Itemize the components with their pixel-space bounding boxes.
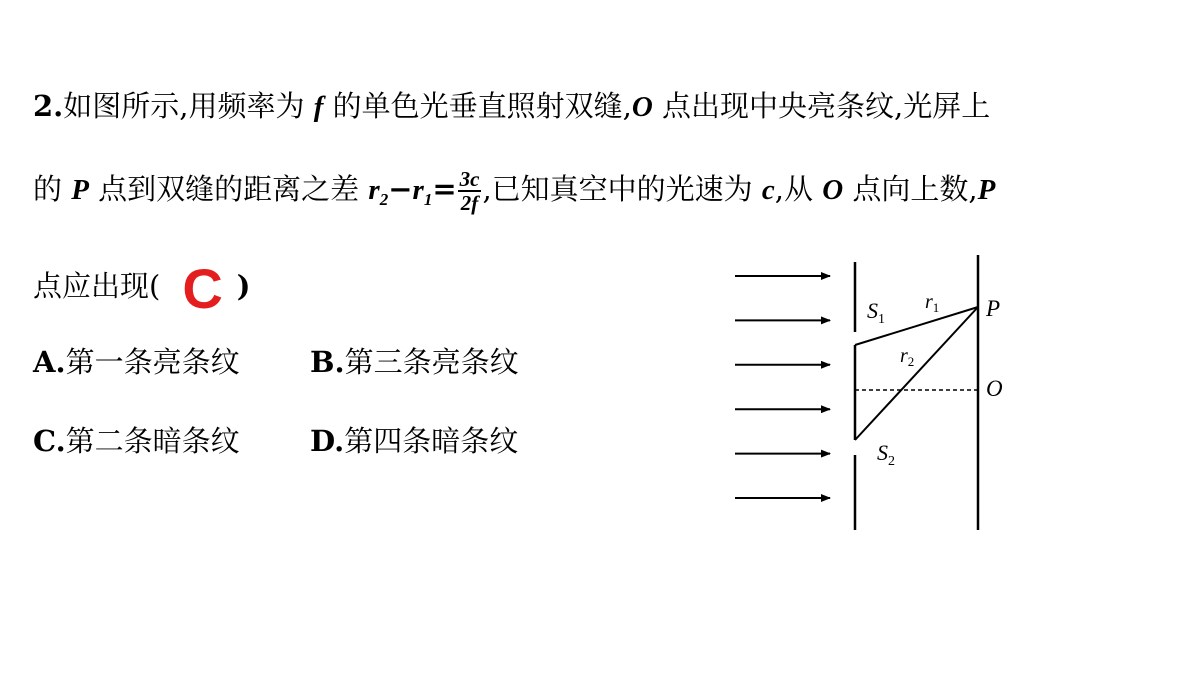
symbol-f: f — [313, 91, 324, 123]
question-text: 点出现中央亮条纹,光屏上 — [662, 89, 991, 123]
symbol-c: c — [761, 174, 775, 206]
symbol-r1: $r_1$ — [412, 174, 433, 209]
question-text: ,已知真空中的光速为 — [482, 172, 753, 206]
answer-mark: C — [182, 257, 223, 320]
question-line-1 — [33, 86, 990, 127]
option-text: 第四条暗条纹 — [344, 424, 519, 458]
option-b[interactable] — [310, 342, 519, 382]
question-text: 点向上数, — [852, 172, 978, 206]
symbol-P: P — [977, 174, 996, 206]
question-text: 的 — [33, 172, 63, 206]
option-text: 第二条暗条纹 — [65, 424, 240, 458]
label-r2: $r_2$ — [900, 345, 915, 369]
symbol-r2: $r_2$ — [368, 174, 389, 209]
option-letter: D. — [310, 424, 345, 458]
double-slit-diagram — [720, 250, 1020, 540]
label-S2: $S_2$ — [877, 440, 895, 469]
label-r1: $r_1$ — [925, 291, 940, 315]
label-S1: $S_1$ — [867, 298, 885, 327]
symbol-P: P — [71, 174, 89, 206]
equals-sign: = — [432, 172, 457, 206]
question-text: 点到双缝的距离之差 — [98, 172, 360, 206]
close-paren: ) — [236, 269, 251, 303]
option-c[interactable] — [33, 421, 240, 461]
option-text: 第三条亮条纹 — [344, 345, 519, 379]
question-text: ,从 — [774, 172, 813, 206]
option-letter: B. — [310, 345, 345, 379]
question-text: 如图所示,用频率为 — [63, 89, 305, 123]
option-letter: A. — [33, 345, 66, 379]
option-a[interactable] — [33, 342, 240, 382]
question-number: 2. — [33, 89, 64, 123]
symbol-O: O — [822, 174, 844, 206]
option-text: 第一条亮条纹 — [65, 345, 240, 379]
label-O: O — [986, 376, 1003, 401]
question-text: 的单色光垂直照射双缝, — [332, 89, 632, 123]
fraction-3c-2f: $\frac{3c}{2f}$ — [459, 167, 480, 215]
label-P: P — [986, 296, 1001, 321]
question-line-3 — [33, 257, 251, 320]
symbol-O: O — [631, 91, 653, 123]
minus-sign: − — [388, 172, 413, 206]
option-d[interactable] — [310, 421, 518, 461]
question-line-2 — [33, 168, 995, 220]
incident-light-rays — [735, 276, 830, 498]
question-text: 点应出现( — [33, 269, 161, 303]
option-letter: C. — [33, 424, 66, 458]
